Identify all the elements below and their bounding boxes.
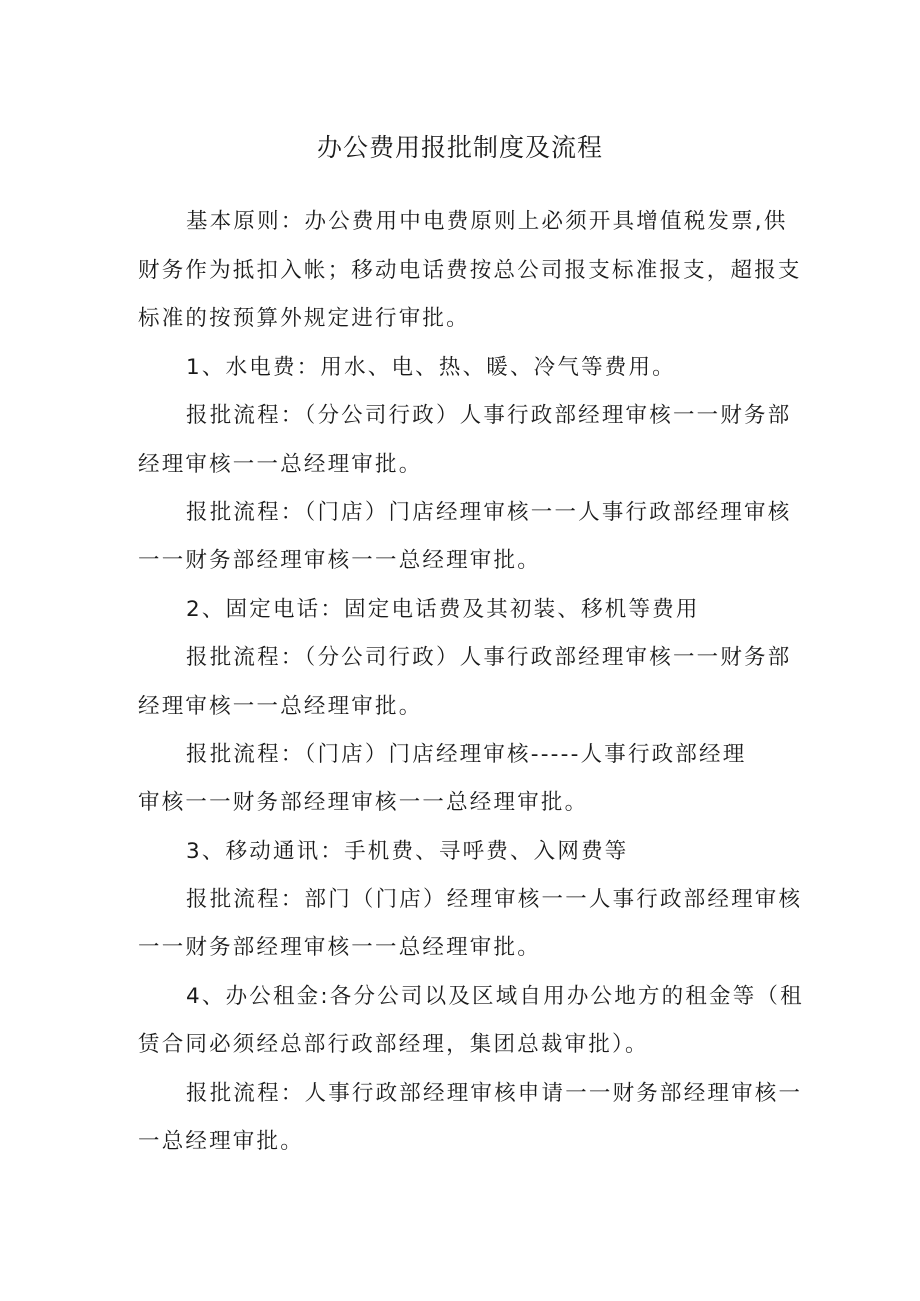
paragraph-line: 赁合同必须经总部行政部经理，集团总裁审批）。 xyxy=(138,1032,649,1057)
paragraph-line: 标准的按预算外规定进行审批。 xyxy=(138,306,470,331)
paragraph-line: 基本原则：办公费用中电费原则上必须开具增值税发票,供 xyxy=(186,209,788,234)
paragraph-line: 1、水电费：用水、电、热、暖、冷气等费用。 xyxy=(186,355,676,380)
paragraph-line: 一总经理审批。 xyxy=(138,1129,304,1154)
paragraph-line: 报批流程：部门（门店）经理审核一一人事行政部经理审核 xyxy=(186,887,803,912)
paragraph-line: 一一财务部经理审核一一总经理审批。 xyxy=(138,548,541,573)
paragraph-line: 报批流程：（分公司行政）人事行政部经理审核一一财务部 xyxy=(186,645,792,670)
paragraph-line: 财务作为抵扣入帐；移动电话费按总公司报支标准报支，超报支 xyxy=(138,258,802,283)
paragraph-line: 4、办公租金:各分公司以及区域自用办公地方的租金等（租 xyxy=(186,984,804,1009)
paragraph-line: 2、固定电话：固定电话费及其初装、移机等费用 xyxy=(186,597,700,622)
paragraph-line: 报批流程：（门店）门店经理审核一一人事行政部经理审核 xyxy=(186,500,792,525)
paragraph-line: 报批流程：（分公司行政）人事行政部经理审核一一财务部 xyxy=(186,403,792,428)
paragraph-line: 经理审核一一总经理审批。 xyxy=(138,452,423,477)
paragraph-line: 报批流程：（门店）门店经理审核-----人事行政部经理 xyxy=(186,742,747,767)
document-title: 办公费用报批制度及流程 xyxy=(316,133,603,162)
paragraph-line: 经理审核一一总经理审批。 xyxy=(138,694,423,719)
paragraph-line: 一一财务部经理审核一一总经理审批。 xyxy=(138,935,541,960)
paragraph-line: 审核一一财务部经理审核一一总经理审批。 xyxy=(138,790,589,815)
paragraph-line: 3、移动通讯：手机费、寻呼费、入网费等 xyxy=(186,839,629,864)
paragraph-line: 报批流程：人事行政部经理审核申请一一财务部经理审核一 xyxy=(186,1081,803,1106)
